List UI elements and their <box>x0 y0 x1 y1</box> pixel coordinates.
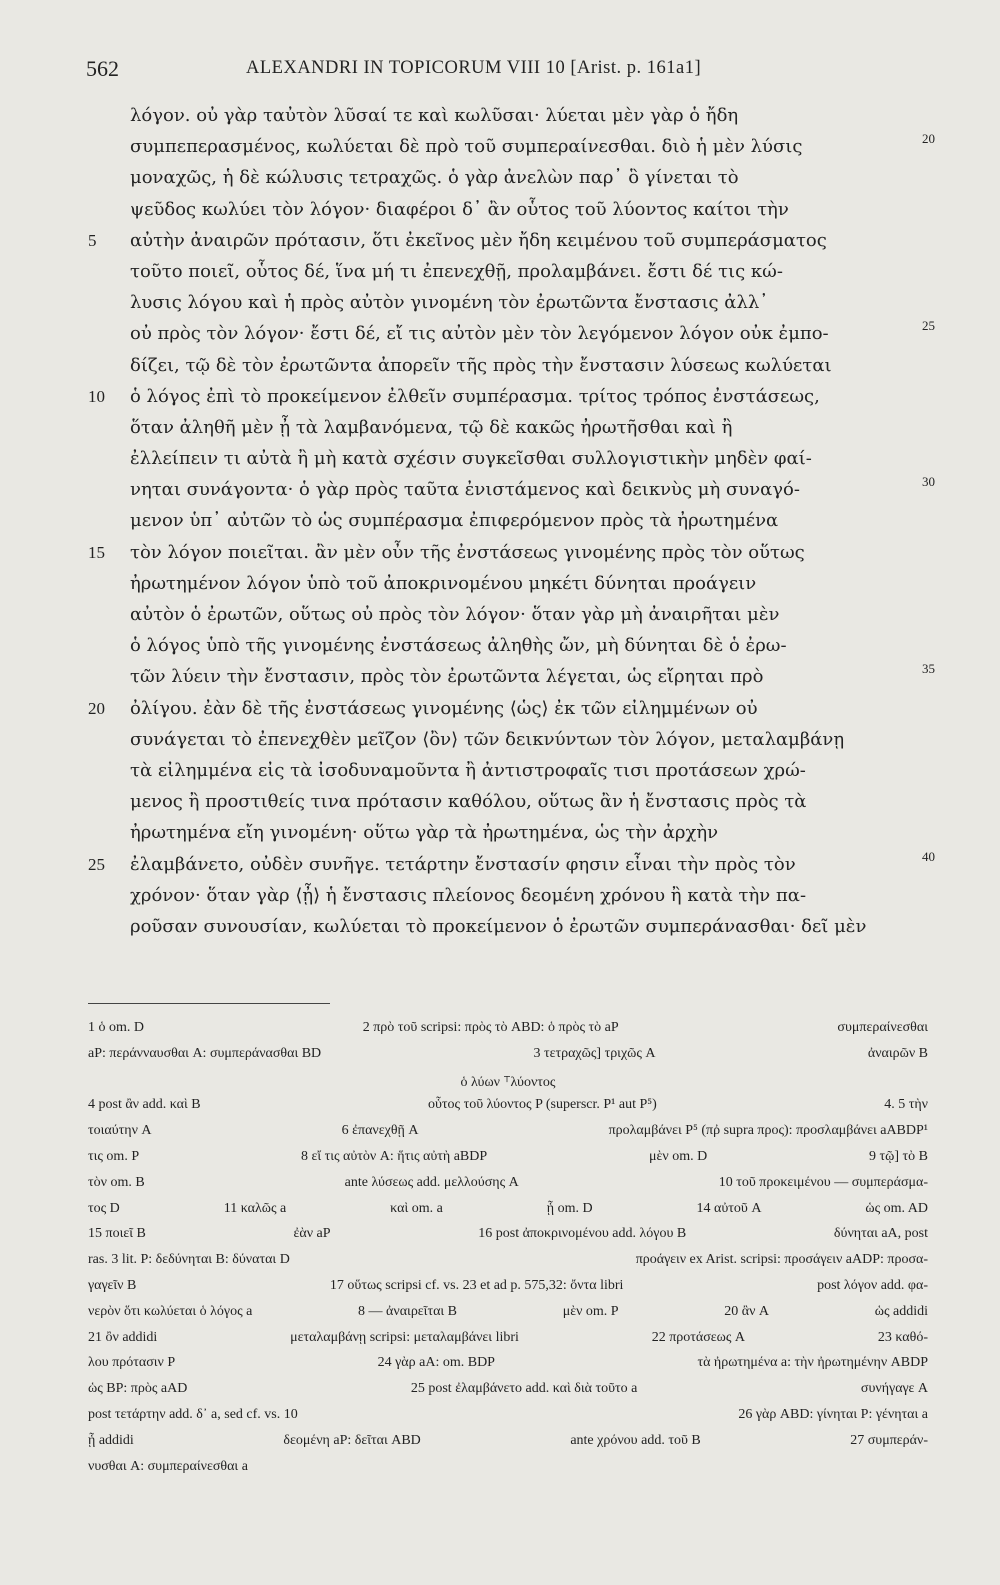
apparatus-entry: post λόγον add. φα- <box>817 1277 928 1293</box>
apparatus-entry: 3 τετραχῶς] τριχῶς A <box>533 1045 656 1061</box>
text-line <box>88 599 928 630</box>
margin-reference: 30 <box>922 474 935 490</box>
apparatus-entry: δεομένη aP: δεῖται ABD <box>283 1432 421 1448</box>
apparatus-line <box>88 1304 948 1330</box>
text-line <box>88 225 928 256</box>
apparatus-entry: 27 συμπεράν- <box>850 1432 928 1448</box>
apparatus-entry: 1 ὁ om. D <box>88 1020 144 1035</box>
line-text: μοναχῶς, ἡ δὲ κώλυσις τετραχῶς. ὁ γὰρ ἀνελὼν παρ᾿ ὃ γίνεται τὸ <box>130 167 739 189</box>
apparatus-entry: 4. 5 τὴν <box>884 1097 928 1113</box>
apparatus-entry: καὶ om. a <box>390 1200 443 1216</box>
apparatus-entry: τις om. P <box>88 1148 140 1164</box>
line-text: συνάγεται τὸ ἐπενεχθὲν μεῖζον ⟨ὂν⟩ τῶν δεικνύντων τὸν λόγον, μεταλαμβάνῃ <box>130 728 845 750</box>
apparatus-entry: ὡς om. AD <box>865 1200 928 1216</box>
apparatus-entry: 14 αὐτοῦ A <box>696 1200 762 1216</box>
text-line <box>88 474 935 505</box>
line-text: νηται συνάγοντα· ὁ γὰρ πρὸς ταῦτα ἐνιστάμενος καὶ δεικνὺς μὴ συναγό- <box>130 479 800 501</box>
apparatus-entry: 4 post ἂν add. καὶ B <box>88 1097 201 1113</box>
apparatus-line <box>88 1097 948 1123</box>
apparatus-entry: προάγειν ex Arist. scripsi: προσάγειν aADP: προσα- <box>635 1252 928 1268</box>
apparatus-entry: 6 ἐπανεχθῇ A <box>341 1123 419 1139</box>
apparatus-entry: 8 — ἀναιρεῖται B <box>358 1303 458 1319</box>
line-text: ψεῦδος κωλύει τὸν λόγον· διαφέροι δ᾿ ἂν οὗτος τοῦ λύοντος καίτοι τὴν <box>130 198 789 220</box>
running-head: ALEXANDRI IN TOPICORUM VIII 10 [Arist. p. 161a1] <box>246 58 702 78</box>
apparatus-line <box>88 1330 948 1356</box>
apparatus-entry: 2 πρὸ τοῦ scripsi: πρὸς τὸ ABD: ὁ πρὸς τὸ aP <box>362 1020 619 1035</box>
apparatus-line <box>88 1252 948 1278</box>
apparatus-entry: ὡς BP: πρὸς aAD <box>88 1381 188 1397</box>
text-line <box>88 381 928 412</box>
line-number: 10 <box>88 386 105 406</box>
line-text: τοῦτο ποιεῖ, οὗτος δέ, ἵνα μή τι ἐπενεχθῇ, προλαμβάνει. ἔστι δέ τις κώ- <box>130 260 783 282</box>
apparatus-line <box>88 1278 948 1304</box>
line-text: χρόνον· ὅταν γὰρ ⟨ᾖ⟩ ἡ ἔνστασις πλείονος δεομένη χρόνου ἢ κατὰ τὴν πα- <box>130 884 807 906</box>
margin-reference: 20 <box>922 131 935 147</box>
apparatus-entry: νυσθαι A: συμπεραίνεσθαι a <box>88 1458 248 1474</box>
apparatus-entry: τὰ ἠρωτημένα a: τὴν ἠρωτημένην ABDP <box>697 1355 928 1371</box>
line-text: οὐ πρὸς τὸν λόγον· ἔστι δέ, εἴ τις αὐτὸν μὲν τὸν λεγόμενον λόγον οὐκ ἐμπο- <box>130 323 829 345</box>
apparatus-entry: λου πρότασιν P <box>88 1355 176 1371</box>
apparatus-entry: γαγεῖν B <box>88 1277 137 1293</box>
text-line <box>88 505 928 536</box>
apparatus-entry: τοιαύτην A <box>88 1123 152 1139</box>
apparatus-entry: 11 καλῶς a <box>223 1200 287 1216</box>
line-text: τῶν λύειν τὴν ἔνστασιν, πρὸς τὸν ἐρωτῶντα λέγεται, ὡς εἴρηται πρὸ <box>130 666 764 688</box>
apparatus-entry: ante χρόνου add. τοῦ B <box>570 1432 701 1448</box>
margin-reference: 35 <box>922 661 935 677</box>
line-text: ὅταν ἀληθῆ μὲν ᾖ τὰ λαμβανόμενα, τῷ δὲ κακῶς ἠρωτῆσθαι καὶ ἢ <box>130 416 733 438</box>
apparatus-entry: νερὸν ὅτι κωλύεται ὁ λόγος a <box>88 1303 253 1319</box>
line-text: λόγον. οὐ γὰρ ταὐτὸν λῦσαί τε καὶ κωλῦσαι· λύεται μὲν γὰρ ὁ ἤδη <box>130 105 739 126</box>
page-header <box>86 56 930 86</box>
text-line <box>88 287 928 318</box>
apparatus-entry: ante λύσεως add. μελλούσης A <box>344 1174 519 1190</box>
line-text: μενος ἢ προστιθείς τινα πρότασιν καθόλου, οὕτως ἂν ἡ ἔνστασις πρὸς τὰ <box>130 791 807 813</box>
apparatus-entry: 8 εἴ τις αὐτὸν A: ἥτις αὐτὴ aBDP <box>300 1148 488 1164</box>
text-line <box>88 693 928 724</box>
text-line <box>88 412 928 443</box>
apparatus-entry: συμπεραίνεσθαι <box>837 1020 928 1035</box>
apparatus-entry: ὁ λύων ⸆λύοντος <box>460 1074 556 1090</box>
line-text: μενον ὑπ᾿ αὐτῶν τὸ ὡς συμπέρασμα ἐπιφερόμενον πρὸς τὰ ἠρωτημένα <box>130 510 779 532</box>
apparatus-entry: 25 post ἐλαμβάνετο add. καὶ διὰ τοῦτο a <box>410 1381 638 1397</box>
line-text: συμπεπερασμένος, κωλύεται δὲ πρὸ τοῦ συμπεραίνεσθαι. διὸ ἡ μὲν λύσις <box>130 136 803 158</box>
text-line <box>88 162 928 193</box>
line-text: ἠρωτημένον λόγον ὑπὸ τοῦ ἀποκρινομένου μηκέτι δύνηται προάγειν <box>130 572 757 594</box>
apparatus-entry: μὲν om. P <box>562 1303 619 1319</box>
apparatus-entry: 9 τῷ] τὸ B <box>869 1148 928 1164</box>
text-line <box>88 786 928 817</box>
text-line <box>88 131 935 162</box>
apparatus-line <box>88 1149 948 1175</box>
apparatus-entry: 16 post ἀποκρινομένου add. λόγου B <box>478 1226 687 1242</box>
main-text <box>88 100 935 942</box>
text-line <box>88 880 928 911</box>
line-text: ὁ λόγος ἐπὶ τὸ προκείμενον ἐλθεῖν συμπέρασμα. τρίτος τρόπος ἐνστάσεως, <box>130 385 820 407</box>
text-line <box>88 911 928 942</box>
line-number: 20 <box>88 698 105 718</box>
apparatus-entry: 26 γὰρ ABD: γίνηται P: γένηται a <box>738 1406 928 1422</box>
apparatus-entry: 15 ποιεῖ B <box>88 1226 146 1242</box>
line-text: ὁ λόγος ὑπὸ τῆς γινομένης ἐνστάσεως ἀληθὴς ὤν, μὴ δύνηται δὲ ὁ ἐρω- <box>130 635 787 657</box>
apparatus-line <box>88 1201 948 1227</box>
text-line <box>88 350 928 381</box>
line-text: αὐτὸν ὁ ἐρωτῶν, οὕτως οὐ πρὸς τὸν λόγον· ὅταν γὰρ μὴ ἀναιρῆται μὲν <box>130 604 780 625</box>
critical-apparatus <box>88 1020 948 1484</box>
apparatus-line <box>88 1226 948 1252</box>
apparatus-entry: οὗτος τοῦ λύοντος P (superscr. P¹ aut P⁵) <box>427 1097 657 1113</box>
apparatus-entry: προλαμβάνει P⁵ (πῤ supra προς): προσλαμβάνει aABDP¹ <box>608 1123 928 1139</box>
apparatus-line <box>88 1046 948 1072</box>
line-text: αὐτὴν ἀναιρῶν πρότασιν, ὅτι ἐκεῖνος μὲν ἤδη κειμένου τοῦ συμπεράσματος <box>130 229 827 251</box>
apparatus-entry: τος D <box>88 1200 120 1216</box>
text-line <box>88 256 928 287</box>
line-text: τὸν λόγον ποιεῖται. ἂν μὲν οὖν τῆς ἐνστάσεως γινομένης πρὸς τὸν οὕτως <box>130 541 805 563</box>
apparatus-line <box>88 1381 948 1407</box>
line-text: ἐλαμβάνετο, οὐδὲν συνῆγε. τετάρτην ἔνστασίν φησιν εἶναι τὴν πρὸς τὸν <box>130 853 796 875</box>
apparatus-line <box>88 1433 948 1459</box>
apparatus-entry: 23 καθό- <box>877 1329 928 1345</box>
apparatus-entry: ἀναιρῶν B <box>867 1045 928 1061</box>
text-line <box>88 100 928 131</box>
apparatus-entry: δύνηται aA, post <box>833 1226 928 1242</box>
apparatus-entry: aP: περάνναυσθαι A: συμπεράνασθαι BD <box>88 1045 322 1061</box>
line-text: ὀλίγου. ἐὰν δὲ τῆς ἐνστάσεως γινομένης ⟨ὡς⟩ ἐκ τῶν εἰλημμένων οὐ <box>130 697 758 719</box>
apparatus-entry: τὸν om. B <box>88 1174 145 1190</box>
text-line <box>88 661 935 692</box>
apparatus-entry: ᾖ om. D <box>546 1200 593 1216</box>
line-text: τὰ εἰλημμένα εἰς τὰ ἰσοδυναμοῦντα ἢ ἀντιστροφαῖς τισι προτάσεων χρώ- <box>130 759 806 781</box>
apparatus-entry: 17 οὕτως scripsi cf. vs. 23 et ad p. 575,32: ὄντα libri <box>329 1277 624 1293</box>
line-number: 5 <box>88 230 97 250</box>
apparatus-entry: ἐὰν aP <box>293 1226 331 1242</box>
text-line <box>88 630 928 661</box>
line-number: 15 <box>88 542 105 562</box>
page-number: 562 <box>86 56 119 81</box>
apparatus-line <box>88 1072 948 1098</box>
apparatus-entry: 24 γὰρ aA: om. BDP <box>377 1355 495 1371</box>
text-line <box>88 318 935 349</box>
apparatus-entry: ras. 3 lit. P: δεδύνηται B: δύναται D <box>88 1252 290 1268</box>
apparatus-entry: μὲν om. D <box>648 1148 708 1164</box>
apparatus-entry: 20 ἂν A <box>724 1303 770 1319</box>
apparatus-entry: ὡς addidi <box>874 1303 928 1319</box>
margin-reference: 25 <box>922 318 935 334</box>
apparatus-entry: 21 ὂν addidi <box>88 1329 158 1345</box>
text-line <box>88 724 928 755</box>
text-line <box>88 848 935 880</box>
apparatus-line <box>88 1123 948 1149</box>
text-line <box>88 568 928 599</box>
apparatus-entry: μεταλαμβάνῃ scripsi: μεταλαμβάνει libri <box>290 1329 519 1345</box>
apparatus-entry: 10 τοῦ προκειμένου — συμπεράσμα- <box>718 1174 928 1190</box>
apparatus-line <box>88 1355 948 1381</box>
line-text: ροῦσαν συνουσίαν, κωλύεται τὸ προκείμενον ὁ ἐρωτῶν συμπεράνασθαι· δεῖ μὲν <box>130 915 867 937</box>
text-line <box>88 755 928 786</box>
line-text: ἐλλείπειν τι αὐτὰ ἢ μὴ κατὰ σχέσιν συγκεῖσθαι συλλογιστικὴν μηδὲν φαί- <box>130 448 812 470</box>
line-text: δίζει, τῷ δὲ τὸν ἐρωτῶντα ἀπορεῖν τῆς πρὸς τὴν ἔνστασιν λύσεως κωλύεται <box>130 354 832 376</box>
text-line <box>88 443 928 474</box>
text-line <box>88 817 928 848</box>
apparatus-line <box>88 1020 948 1046</box>
apparatus-entry: 22 προτάσεως A <box>651 1329 746 1345</box>
text-line <box>88 194 928 225</box>
apparatus-entry: συνήγαγε A <box>860 1381 928 1397</box>
line-text: ἠρωτημένα εἴη γινομένη· οὕτω γὰρ τὰ ἠρωτημένα, ὡς τὴν ἀρχὴν <box>130 822 719 844</box>
footnote-rule <box>88 1003 330 1004</box>
apparatus-entry: post τετάρτην add. δ᾿ a, sed cf. vs. 10 <box>88 1406 298 1422</box>
text-line <box>88 537 928 568</box>
line-number: 25 <box>88 854 105 874</box>
margin-reference: 40 <box>922 848 935 864</box>
apparatus-entry: ᾖ addidi <box>88 1432 134 1448</box>
apparatus-line <box>88 1407 948 1433</box>
apparatus-line <box>88 1175 948 1201</box>
line-text: λυσις λόγου καὶ ἡ πρὸς αὐτὸν γινομένη τὸν ἐρωτῶντα ἔνστασις ἀλλ᾿ <box>130 292 769 314</box>
apparatus-line <box>88 1459 948 1485</box>
